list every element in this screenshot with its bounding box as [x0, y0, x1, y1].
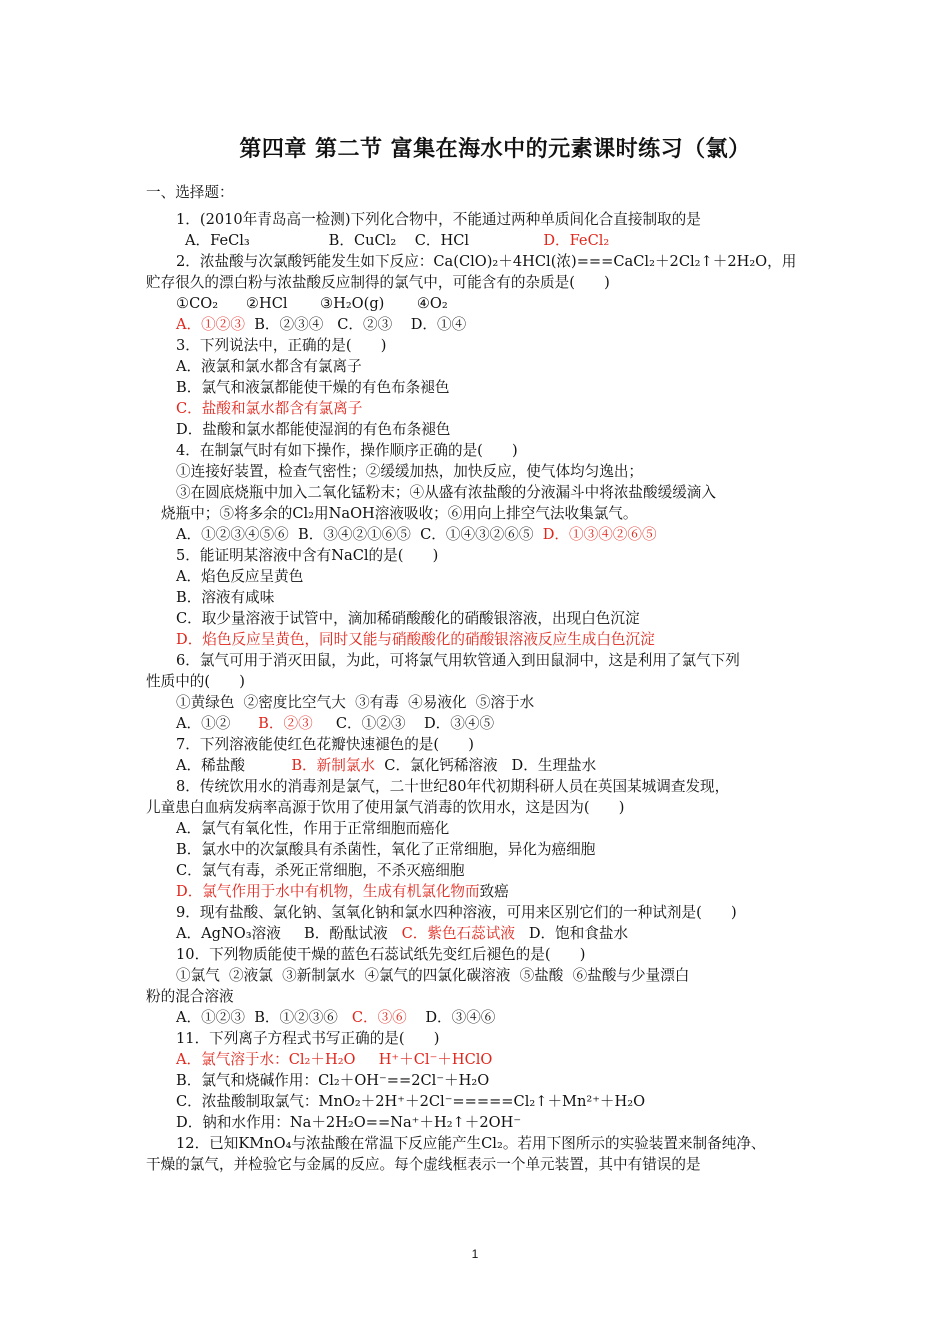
- text-line: 干燥的氯气，并检验它与金属的反应。每个虚线框表示一个单元装置，其中有错误的是: [146, 1156, 701, 1173]
- text-line: 11．下列离子方程式书写正确的是( ): [176, 1030, 440, 1047]
- text-line: A．焰色反应呈黄色: [176, 568, 304, 585]
- text-segment: A．FeCl₃ B．CuCl₂ C．HCl: [185, 232, 544, 249]
- text-line: 一、选择题：: [146, 184, 234, 201]
- text-line: 6．氯气可用于消灭田鼠，为此，可将氯气用软管通入到田鼠洞中，这是利用了氯气下列: [176, 652, 740, 669]
- page-title: 第四章 第二节 富集在海水中的元素课时练习（氯）: [239, 137, 751, 162]
- text-line: D．盐酸和氯水都能使湿润的有色布条褪色: [176, 421, 451, 438]
- text-line: [176, 756, 596, 776]
- text-line: [176, 1008, 495, 1028]
- text-line: B．氯水中的次氯酸具有杀菌性，氧化了正常细胞，异化为癌细胞: [176, 841, 596, 858]
- text-line: ①连接好装置，检查气密性；②缓缓加热，加快反应，使气体均匀逸出；: [176, 463, 644, 480]
- text-line: 4．在制氯气时有如下操作，操作顺序正确的是( ): [176, 442, 518, 459]
- text-line: ③在圆底烧瓶中加入二氧化锰粉末；④从盛有浓盐酸的分液漏斗中将浓盐酸缓缓滴入: [176, 484, 716, 501]
- text-line: [176, 525, 657, 545]
- text-line: 2．浓盐酸与次氯酸钙能发生如下反应：Ca(ClO)₂＋4HCl(浓)===CaCl₂＋2Cl₂↑＋2H₂O，用: [176, 253, 797, 270]
- text-segment: A．AgNO₃溶液 B．酚酞试液: [176, 925, 402, 942]
- text-line: B．溶液有咸味: [176, 589, 275, 606]
- answer-text: D．氯气作用于水中有机物，生成有机氯化物而: [176, 883, 480, 900]
- text-line: 5．能证明某溶液中含有NaCl的是( ): [176, 547, 439, 564]
- answer-text: C．盐酸和氯水都含有氯离子: [176, 400, 363, 417]
- text-segment: A．①②③④⑤⑥ B．③④②①⑥⑤ C．①④③②⑥⑤: [176, 526, 543, 543]
- text-segment: D．饱和食盐水: [514, 925, 629, 942]
- text-line: 12．已知KMnO₄与浓盐酸在常温下反应能产生Cl₂。若用下图所示的实验装置来制备纯净、: [176, 1135, 766, 1152]
- text-line: 粉的混合溶液: [146, 988, 234, 1005]
- text-line: 烧瓶中；⑤将多余的Cl₂用NaOH溶液吸收；⑥用向上排空气法收集氯气。: [161, 505, 638, 522]
- answer-text: D．①③④②⑥⑤: [542, 526, 657, 543]
- text-line: 3．下列说法中，正确的是( ): [176, 337, 387, 354]
- text-line: ①CO₂ ②HCl ③H₂O(g) ④O₂: [176, 295, 448, 312]
- text-line: 儿童患白血病发病率高源于饮用了使用氯气消毒的饮用水，这是因为( ): [146, 799, 625, 816]
- text-line: B．氯气和烧碱作用：Cl₂＋OH⁻==2Cl⁻＋H₂O: [176, 1072, 490, 1089]
- text-segment: B．②③④ C．②③ D．①④: [244, 316, 467, 333]
- text-line: 1．(2010年青岛高一检测)下列化合物中，不能通过两种单质间化合直接制取的是: [176, 211, 701, 228]
- text-line: A．液氯和氯水都含有氯离子: [176, 358, 362, 375]
- text-line: [176, 630, 655, 650]
- answer-text: D．FeCl₂: [543, 232, 610, 249]
- page-number: 1: [471, 1247, 479, 1261]
- text-line: B．氯气和液氯都能使干燥的有色布条褪色: [176, 379, 450, 396]
- text-line: [176, 315, 466, 335]
- text-line: C．取少量溶液于试管中，滴加稀硝酸酸化的硝酸银溶液，出现白色沉淀: [176, 610, 640, 627]
- text-line: ①氯气 ②液氯 ③新制氯水 ④氯气的四氯化碳溶液 ⑤盐酸 ⑥盐酸与少量漂白: [176, 967, 690, 984]
- answer-text: D．焰色反应呈黄色，同时又能与硝酸酸化的硝酸银溶液反应生成白色沉淀: [176, 631, 655, 648]
- text-line: [176, 924, 628, 944]
- text-line: [176, 1050, 492, 1070]
- text-line: 9．现有盐酸、氯化钠、氢氧化钠和氯水四种溶液，可用来区别它们的一种试剂是( ): [176, 904, 737, 921]
- text-line: C．浓盐酸制取氯气：MnO₂＋2H⁺＋2Cl⁻=====Cl₂↑＋Mn²⁺＋H₂O: [176, 1093, 646, 1110]
- answer-text: A．氯气溶于水：Cl₂＋H₂O H⁺＋Cl⁻＋HClO: [176, 1051, 493, 1068]
- text-line: [176, 882, 509, 902]
- text-line: 贮存很久的漂白粉与浓盐酸反应制得的氯气中，可能含有的杂质是( ): [146, 274, 610, 291]
- text-segment: D．③④⑥: [406, 1009, 496, 1026]
- text-segment: C．氯化钙稀溶液 D．生理盐水: [375, 757, 597, 774]
- text-line: D．钠和水作用：Na＋2H₂O==Na⁺＋H₂↑＋2OH⁻: [176, 1114, 522, 1131]
- text-segment: 致癌: [479, 883, 509, 900]
- text-line: 7．下列溶液能使红色花瓣快速褪色的是( ): [176, 736, 474, 753]
- answer-text: C．③⑥: [351, 1009, 407, 1026]
- text-segment: A．①②③ B．①②③⑥: [176, 1009, 352, 1026]
- text-segment: A．稀盐酸: [176, 757, 292, 774]
- text-line: [176, 714, 494, 734]
- text-line: C．氯气有毒，杀死正常细胞，不杀灭癌细胞: [176, 862, 465, 879]
- answer-text: B．新制氯水: [291, 757, 376, 774]
- answer-text: B．②③: [258, 715, 313, 732]
- text-segment: C．①②③ D．③④⑤: [312, 715, 495, 732]
- text-line: 性质中的( ): [146, 673, 245, 690]
- text-line: A．氯气有氧化性，作用于正常细胞而癌化: [176, 820, 450, 837]
- text-segment: A．①②: [176, 715, 259, 732]
- answer-text: A．①②③: [176, 316, 245, 333]
- text-line: 8．传统饮用水的消毒剂是氯气，二十世纪80年代初期科研人员在英国某城调查发现，: [176, 778, 730, 795]
- text-line: ①黄绿色 ②密度比空气大 ③有毒 ④易液化 ⑤溶于水: [176, 694, 535, 711]
- text-line: [185, 231, 609, 251]
- text-line: [176, 399, 362, 419]
- answer-text: C．紫色石蕊试液: [401, 925, 515, 942]
- text-line: 10．下列物质能使干燥的蓝色石蕊试纸先变红后褪色的是( ): [176, 946, 586, 963]
